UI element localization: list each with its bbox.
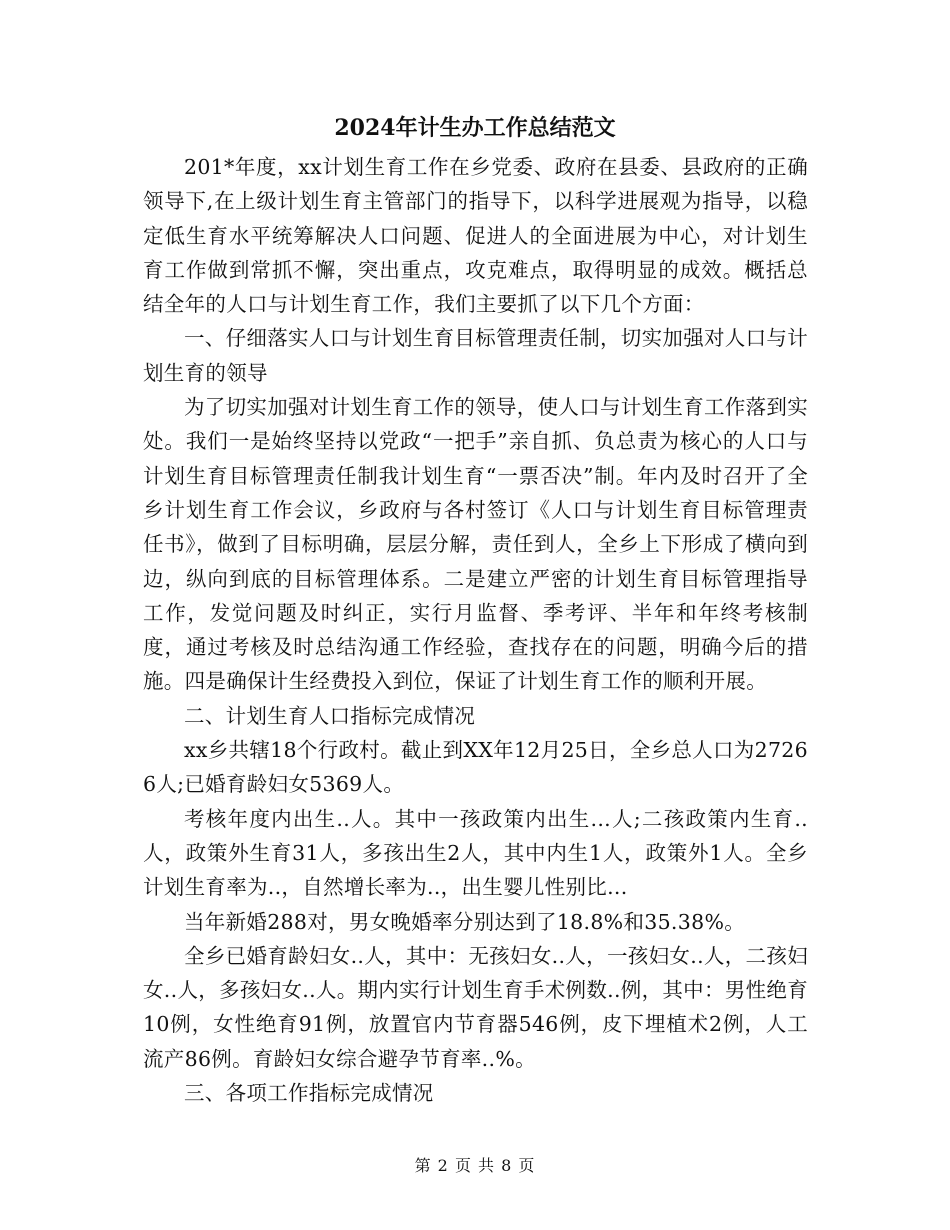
document-title: 2024年计生办工作总结范文 <box>334 115 616 141</box>
section-heading-3: 三、各项工作指标完成情况 <box>184 1081 434 1106</box>
paragraph-marriages: 当年新婚288对，男女晚婚率分别达到了18.8%和35.38%。 <box>184 909 746 934</box>
document-body <box>143 150 808 1110</box>
paragraph-women: 全乡已婚育龄妇女..人，其中：无孩妇女..人，一孩妇女..人，二孩妇女..人，多孩妇女..人。期内实行计划生育手术例数..例，其中：男性绝育10例，女性绝育91例，放置官内节育器546例，皮下埋植术2例，人工流产86例。育龄妇女综合避孕节育率..%。 <box>143 943 808 1071</box>
paragraph-population: xx乡共辖18个行政村。截止到XX年12月25日，全乡总人口为27266人;已婚育龄妇女5369人。 <box>143 738 808 797</box>
section-heading-1: 一、仔细落实人口与计划生育目标管理责任制，切实加强对人口与计划生育的领导 <box>143 326 808 385</box>
page-footer: 第 2 页 共 8 页 <box>414 1156 536 1175</box>
paragraph-births: 考核年度内出生..人。其中一孩政策内出生...人;二孩政策内生育..人，政策外生育31人，多孩出生2人，其中内生1人，政策外1人。全乡计划生育率为..，自然增长率为..，出生婴儿性别比... <box>143 806 808 900</box>
paragraph-section-1: 为了切实加强对计划生育工作的领导，使人口与计划生育工作落到实处。我们一是始终坚持以党政“一把手”亲自抓、负总责为核心的人口与计划生育目标管理责任制我计划生育“一票否决”制。年内及时召开了全乡计划生育工作会议，乡政府与各村签订《人口与计划生育目标管理责任书》，做到了目标明确，层层分解，责任到人，全乡上下形成了横向到边，纵向到底的目标管理体系。二是建立严密的计划生育目标管理指导工作，发觉问题及时纠正，实行月监督、季考评、半年和年终考核制度，通过考核及时总结沟通工作经验，查找存在的问题，明确今后的措施。四是确保计生经费投入到位，保证了计划生育工作的顺利开展。 <box>143 395 808 694</box>
section-heading-2: 二、计划生育人口指标完成情况 <box>184 703 476 728</box>
paragraph-intro: 201*年度，xx计划生育工作在乡党委、政府在县委、县政府的正确领导下,在上级计划生育主管部门的指导下，以科学进展观为指导，以稳定低生育水平统筹解决人口问题、促进人的全面进展为中心，对计划生育工作做到常抓不懈，突出重点，攻克难点，取得明显的成效。概括总结全年的人口与计划生育工作，我们主要抓了以下几个方面： <box>143 155 808 317</box>
